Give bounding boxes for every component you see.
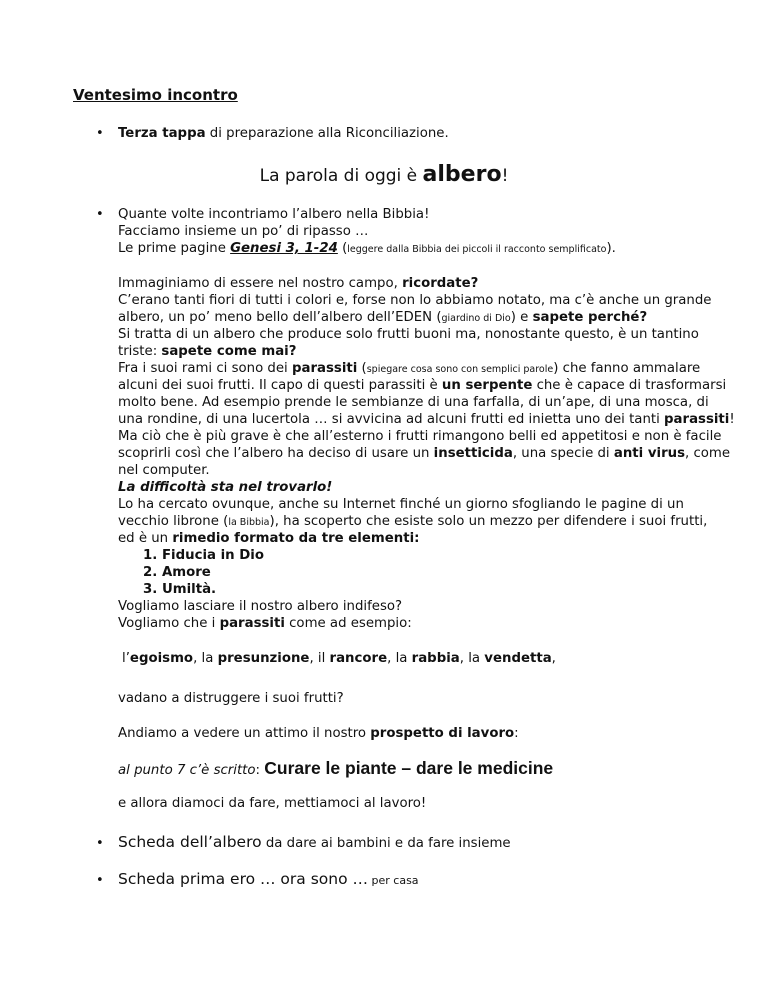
note-small: la Bibbia	[228, 517, 270, 528]
note-small: leggere dalla Bibbia dei piccoli il racconto semplificato	[347, 244, 607, 255]
text-span: ,	[551, 651, 556, 666]
intro-rest: di preparazione alla Riconciliazione.	[205, 126, 449, 141]
p2-line-11	[118, 446, 730, 461]
text-span: , la	[387, 651, 412, 666]
p2-line-12: nel computer.	[118, 463, 210, 478]
vice: vendetta	[484, 651, 552, 666]
note-small: giardino di Dio	[441, 313, 511, 324]
bold-span: parassiti	[291, 361, 358, 376]
p3-line-6	[118, 758, 553, 779]
word-after: !	[501, 166, 509, 186]
text-span: (	[337, 241, 348, 256]
sheet-item-2	[118, 870, 419, 888]
p3-line-1: Vogliamo lasciare il nostro albero indifeso?	[118, 599, 403, 614]
bold-span: rimedio formato da tre elementi:	[172, 531, 420, 546]
bullet-icon: •	[96, 207, 104, 222]
text-span: scoprirli così che l’albero ha deciso di usare un	[118, 446, 434, 461]
p2-line-9	[118, 412, 735, 427]
p3-line-4: vadano a distruggere i suoi frutti?	[118, 691, 344, 706]
text-span: , il	[309, 651, 330, 666]
intro-bold: Terza tappa	[118, 126, 206, 141]
word-highlight: albero	[422, 162, 502, 187]
bold-span: parassiti	[219, 616, 285, 631]
bullet-icon: •	[96, 873, 104, 888]
text-span: triste:	[118, 344, 162, 359]
list-number: 3.	[143, 582, 158, 597]
text-span: ed è un	[118, 531, 173, 546]
bold-span: parassiti	[664, 412, 730, 427]
bullet-icon: •	[96, 126, 104, 141]
list-number: 1.	[143, 548, 158, 563]
bold-span: anti virus	[613, 446, 686, 461]
text-span: , una specie di	[512, 446, 614, 461]
p2-line-7	[118, 378, 726, 393]
vice: rabbia	[411, 651, 460, 666]
sheet-title: Scheda dell’albero	[118, 833, 262, 851]
text-span: ), ha scoperto che esiste solo un mezzo per difendere i suoi frutti,	[269, 514, 708, 529]
p2-line-14: Lo ha cercato ovunque, anche su Internet finché un giorno sfogliando le pagine di un	[118, 497, 684, 512]
sheet-item-1	[118, 833, 511, 851]
text-span: alcuni dei suoi frutti. Il capo di questi parassiti è	[118, 378, 442, 393]
vice: rancore	[329, 651, 388, 666]
text-span: , la	[459, 651, 485, 666]
vice: presunzione	[217, 651, 310, 666]
bold-span: prospetto di lavoro	[370, 726, 515, 741]
bold-span: insetticida	[433, 446, 513, 461]
word-before: La parola di oggi è	[259, 166, 423, 186]
vices-line	[122, 651, 556, 666]
task-highlight: Curare le piante – dare le medicine	[264, 758, 554, 778]
p3-line-2	[118, 616, 412, 631]
list-text: Fiducia in Dio	[161, 548, 265, 563]
text-span: vecchio librone (	[118, 514, 229, 529]
text-span: , come	[685, 446, 731, 461]
p2-line-4: Si tratta di un albero che produce solo frutti buoni ma, nonostante questo, è un tantino	[118, 327, 699, 342]
text-span: albero, un po’ meno bello dell’albero dell’EDEN (	[118, 310, 442, 325]
text-span: l’	[122, 651, 130, 666]
list-text: Umiltà.	[161, 582, 217, 597]
p2-line-3	[118, 310, 647, 325]
p2-line-10: Ma ciò che è più grave è che all’esterno i frutti rimangono belli ed appetitosi e non è facile	[118, 429, 722, 444]
p3-line-5	[118, 726, 519, 741]
p2-line-5	[118, 344, 296, 359]
sheet-title: Scheda prima ero … ora sono …	[118, 870, 369, 888]
list-number: 2.	[143, 565, 158, 580]
p1-line-3	[118, 241, 616, 256]
sheet-note: da dare ai bambini e da fare insieme	[261, 836, 511, 851]
text-span: ) e	[510, 310, 533, 325]
p3-line-7: e allora diamoci da fare, mettiamoci al lavoro!	[118, 796, 427, 811]
bible-reference: Genesi 3, 1-24	[230, 241, 338, 256]
p2-line-6	[118, 361, 700, 376]
text-span: Fra i suoi rami ci sono dei	[118, 361, 292, 376]
p2-line-13	[118, 480, 332, 495]
bold-italic-span: La difficoltà sta nel trovarlo!	[118, 480, 333, 495]
text-span: una rondine, di una lucertola … si avvicina ad alcuni frutti ed inietta uno dei tanti	[118, 412, 665, 427]
p2-line-1	[118, 276, 478, 291]
bold-span: sapete come mai?	[161, 344, 297, 359]
word-of-day	[0, 162, 768, 187]
p1-line-1: Quante volte incontriamo l’albero nella Bibbia!	[118, 207, 430, 222]
text-span: , la	[193, 651, 218, 666]
text-span: :	[255, 763, 265, 778]
italic-span: al punto 7 c’è scritto	[118, 763, 256, 778]
text-span: come ad esempio:	[284, 616, 412, 631]
sheet-note: per casa	[368, 874, 419, 887]
text-span: Vogliamo che i	[118, 616, 220, 631]
text-span: :	[514, 726, 519, 741]
text-span: !	[729, 412, 735, 427]
text-span: (	[357, 361, 367, 376]
bold-span: un serpente	[441, 378, 533, 393]
p2-line-16	[118, 531, 419, 546]
note-small: spiegare cosa sono con semplici parole	[366, 364, 554, 375]
intro-line	[118, 126, 449, 141]
text-span: Immaginiamo di essere nel nostro campo,	[118, 276, 403, 291]
bullet-icon: •	[96, 836, 104, 851]
p2-line-8: molto bene. Ad esempio prende le sembianze di una farfalla, di un’ape, di una mosca, di	[118, 395, 709, 410]
bold-span: ricordate?	[402, 276, 479, 291]
text-span: ) che fanno ammalare	[553, 361, 701, 376]
list-text: Amore	[161, 565, 211, 580]
bold-span: sapete perché?	[532, 310, 648, 325]
vice: egoismo	[129, 651, 194, 666]
list-item	[143, 565, 211, 580]
text-span: Andiamo a vedere un attimo il nostro	[118, 726, 371, 741]
list-item	[143, 548, 264, 563]
list-item	[143, 582, 216, 597]
text-span: ).	[606, 241, 616, 256]
text-span: Le prime pagine	[118, 241, 231, 256]
p2-line-15	[118, 514, 707, 529]
p2-line-2: C’erano tanti fiori di tutti i colori e, forse non lo abbiamo notato, ma c’è anche un grande	[118, 293, 712, 308]
p1-line-2: Facciamo insieme un po’ di ripasso …	[118, 224, 369, 239]
document-title: Ventesimo incontro	[73, 86, 238, 104]
text-span: che è capace di trasformarsi	[532, 378, 727, 393]
